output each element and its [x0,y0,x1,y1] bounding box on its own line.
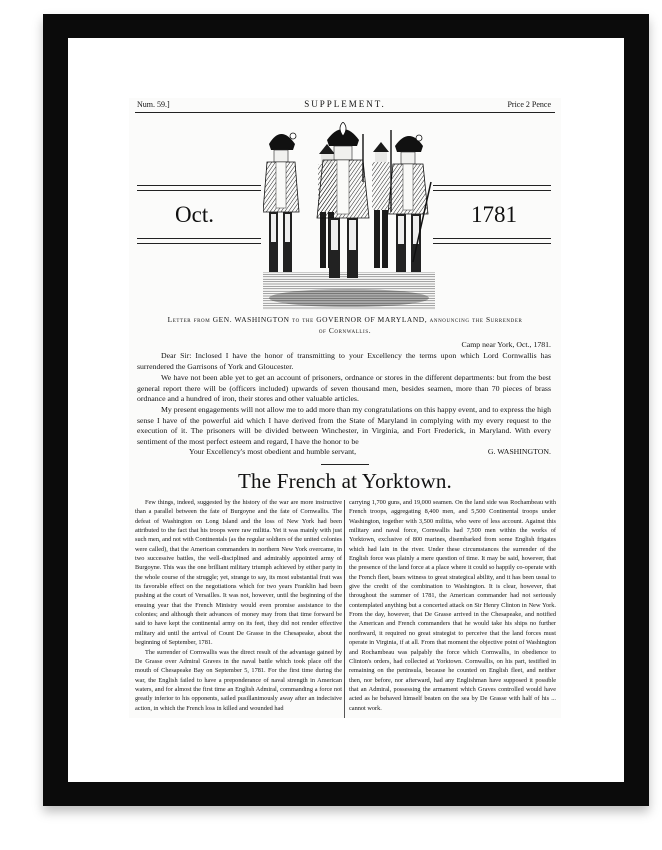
column-divider [344,500,345,718]
caption-recipient: GOVERNOR OF MARYLAND [316,315,425,324]
right-rule-bottom [433,238,551,239]
caption-prefix: Letter from [167,315,213,324]
headline-rule [321,464,369,465]
letter-dateline: Camp near York, Oct., 1781. [461,340,551,349]
letter-caption [135,314,555,336]
right-rule-top [433,185,551,186]
column-1-paragraph-2: The surrender of Cornwallis was the direct result of the advantage gained by De Grasse over Admiral Graves in the naval battle which took place off the mouth of Chesapeake Bay on September 5, 1781. For the first time during the war, the English failed to have a preponderance of naval strength in American waters, and for almost the first time an English Admiral, commanding a force not greatly inferior to his opponents, sailed pusillanimously away after an indecisive action, in which the French loss in killed and wounded had [135,648,342,712]
letter-signature: G. WASHINGTON. [487,447,551,456]
letter-paragraph-1: Dear Sir: Inclosed I have the honor of transmitting to your Excellency the terms upon which Lord Cornwallis has surrendered the Garrisons of York and Gloucester. [137,351,551,371]
issue-number: Num. 59.] [137,100,170,109]
caption-to: to the [289,315,317,324]
caption-of-cornwallis: of Cornwallis. [318,326,372,335]
date-year: 1781 [471,202,517,227]
left-rule-top [137,185,261,186]
left-rule-top-2 [137,190,261,191]
masthead-rule [135,112,555,113]
right-rule-top-2 [433,190,551,191]
newspaper-page [129,98,561,718]
article-headline: The French at Yorktown. [238,469,452,493]
column-1-paragraph-1: Few things, indeed, suggested by the history of the war are more instructive than a parallel between the fate of Burgoyne and the fate of Cornwallis. The defeat of Washington on Long Island and the loss of New York had been attributed to the fact that his troops were raw militia. Yet it was mainly with just such men, and not with Continentals (as the regular soldiers of the united colonies were called), that the American commanders in northern New York overcame, in two successive battles, the well-disciplined and admirably appointed army of Burgoyne. This was the one brilliant military triumph achieved by either party in the whole course of the struggle; yet, strange to say, its most substantial fruit was its favorable effect on the negotiations which for two years Franklin had been pushing at the court of Versailles. It was not, however, until the beginning of the ensuing year that the French Ministry would even promise assistance to the colonies; and although their advances of money may from that time forward be said to have kept the continental army on its feet, they did not render effective military aid until the arrival of Count De Grasse in the Chesapeake, about the beginning of September, 1781. [135,499,342,647]
left-rule-bottom-2 [137,243,261,244]
left-rule-bottom [137,238,261,239]
letter-closing: Your Excellency's most obedient and humble servant, [189,447,357,456]
caption-suffix: , announcing the Surrender [424,315,523,324]
letter-paragraph-3: My present engagements will not allow me to add more than my congratulations on this happy event, and to express the high sense I have of the powerful aid which I have derived from the State of Maryland in complying with my every request to the execution of it. The prisoners will be divided between Winchester, in Virginia, and Fort Frederick, in Maryland. With every sentiment of the most perfect esteem and regard, I have the honor to be [137,405,551,446]
date-month: Oct. [175,202,214,227]
supplement-title: SUPPLEMENT. [304,99,386,109]
column-2-paragraph-1: carrying 1,700 guns, and 19,000 seamen. On the land side was Rochambeau with French troops, aggregating 8,400 men, and 5,500 Continental troops under Washington, together with 3,500 militia, who were of less account. Against this military and naval force, Cornwallis had 7,500 men within the works of Yorktown, exclusive of 800 marines, disembarked from some English frigates which had lain in the river. Under these circumstances the surrender of the English force was plainly a mere question of time. It may be said, however, that the presence of the land force at a place where it could so happily co-operate with the French fleet, bears witness to great strategical ability, and it has been usual to give the credit of the combination to Washington. It is clear, however, that throughout the summer of 1781, the American commander had not seriously contemplated anything but a concerted attack on Sir Henry Clinton in New York. From the day, however, that De Grasse arrived in the Chesapeake, and notified the American and French commanders that he would take his ships no further northward, it required no great strategist to perceive that the land forces must operate in Virginia, if at all. From that moment the objective point of Washington and Rochambeau was palpably the force which Cornwallis, in obedience to Clinton's orders, had collected at Yorktown. Cornwallis, on his part, testified in remaining on the peninsula, because he counted on English fleet, and neither then, nor before, nor afterward, had any Englishman have supposed it possible that an Admiral, possessing the armament which Graves controlled would have acted as he behaved himself beaten on the sea by De Grasse with half of his ... cannot work. [349,499,556,712]
right-rule-bottom-2 [433,243,551,244]
price-label: Price 2 Pence [507,100,551,109]
article-column-2 [349,498,556,718]
letter-paragraph-2: We have not been able yet to get an account of prisoners, ordnance or stores in the different departments: but from the best general report there will be (officers included) upwards of seven thousand men, besides seamen, more than 70 pieces of brass ordnance and a hundred of iron, their stores and other valuable articles. [137,373,551,404]
caption-sender: GEN. WASHINGTON [212,315,290,324]
article-column-1 [135,498,342,718]
soldiers-engraving [263,122,435,310]
